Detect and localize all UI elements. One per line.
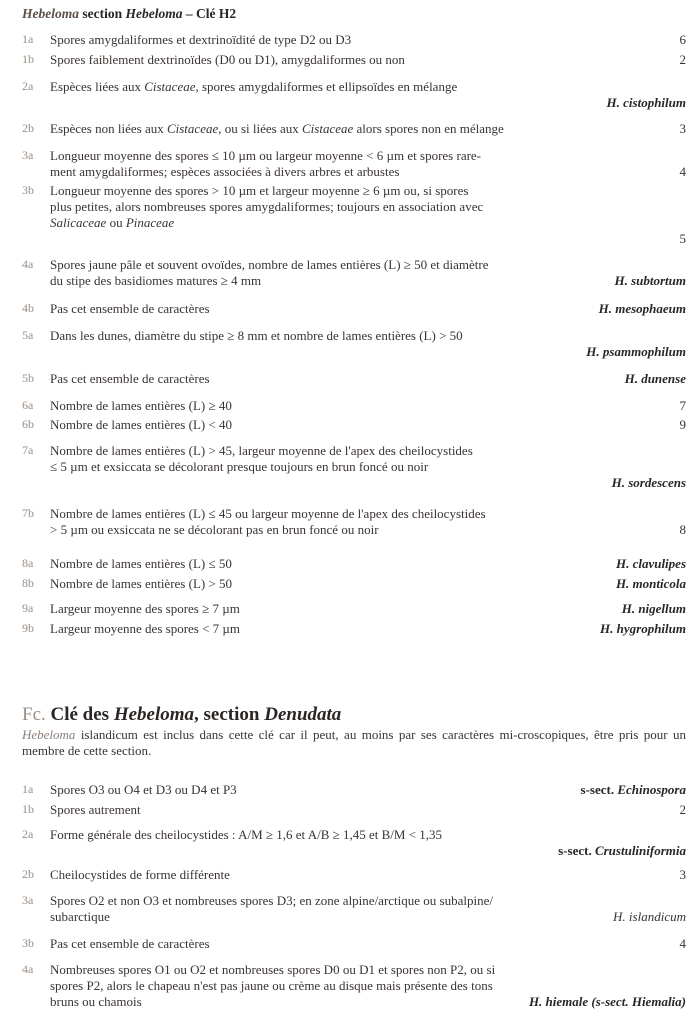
- title-mid: section: [79, 6, 126, 21]
- couplet-text: Espèces non liées aux Cistaceae, ou si liées aux Cistaceae alors spores non en mélange: [50, 121, 504, 136]
- couplet-text: Nombre de lames entières (L) ≤ 45 ou largeur moyenne de l'apex des cheilocystides > 5 µm ou exsiccata ne se décolorant pas en brun foncé ou noir: [50, 506, 486, 537]
- couplet-text: Largeur moyenne des spores < 7 µm: [50, 621, 241, 636]
- fc-intro: [22, 727, 686, 759]
- couplet-text: Cheilocystides de forme différente: [50, 867, 230, 882]
- couplet-lead: H. hiemale (s-sect. Hiemalia): [528, 994, 686, 1009]
- couplet-number: 3b: [22, 183, 34, 197]
- couplet-text: Spores O2 et non O3 et nombreuses spores D3; en zone alpine/arctique ou subalpine/ subarctique: [50, 893, 493, 924]
- couplet-text: Spores O3 ou O4 et D3 ou D4 et P3: [50, 782, 237, 797]
- couplet-number: 8a: [22, 556, 34, 570]
- couplet-text: Longueur moyenne des spores > 10 µm et largeur moyenne ≥ 6 µm ou, si spores plus petites, alors nombreuses spores amygdaliformes; toujours en association avec Salicaceae ou Pinaceae: [50, 183, 484, 230]
- couplet-lead: H. clavulipes: [615, 556, 686, 571]
- couplet-text: Largeur moyenne des spores ≥ 7 µm: [50, 601, 240, 616]
- couplet-number: 2a: [22, 79, 34, 93]
- couplet-number: 9a: [22, 601, 34, 615]
- couplet-lead: H. psammophilum: [586, 344, 686, 359]
- fc-section: Denudata: [264, 704, 342, 725]
- couplet-lead: 7: [679, 398, 686, 413]
- couplet-number: 4b: [22, 301, 34, 315]
- couplet-lead: H. monticola: [615, 576, 686, 591]
- couplet-text: Spores jaune pâle et souvent ovoïdes, nombre de lames entières (L) ≥ 50 et diamètre du stipe des basidiomes matures ≥ 4 mm: [50, 257, 489, 288]
- couplet-lead: 2: [679, 52, 686, 67]
- couplet-lead: H. islandicum: [613, 909, 686, 924]
- couplet-lead: H. dunense: [624, 371, 686, 386]
- couplet-text: Dans les dunes, diamètre du stipe ≥ 8 mm et nombre de lames entières (L) > 50: [50, 328, 463, 343]
- couplet-text: Spores autrement: [50, 802, 141, 817]
- couplet-lead: 5: [679, 231, 686, 246]
- couplet-lead: H. subtortum: [614, 273, 686, 288]
- couplet-lead: 3: [679, 121, 686, 136]
- couplet-text: Espèces liées aux Cistaceae, spores amygdaliformes et ellipsoïdes en mélange: [50, 79, 458, 94]
- couplet-text: Nombre de lames entières (L) > 50: [50, 576, 233, 591]
- couplet-text: Pas cet ensemble de caractères: [50, 371, 210, 386]
- couplet-text: Pas cet ensemble de caractères: [50, 301, 210, 316]
- key-fc-title: [22, 704, 341, 726]
- couplet-number: 7b: [22, 506, 34, 520]
- key-h2-title: [22, 6, 236, 22]
- couplet-lead: H. nigellum: [621, 601, 686, 616]
- couplet-number: 1b: [22, 802, 34, 816]
- title-section: Hebeloma: [125, 6, 183, 21]
- title-genus: Hebeloma: [22, 6, 79, 21]
- couplet-text: Nombre de lames entières (L) ≤ 50: [50, 556, 232, 571]
- couplet-lead: H. sordescens: [611, 475, 686, 490]
- couplet-lead: s-sect. Crustuliniformia: [558, 843, 686, 858]
- couplet-text: Nombreuses spores O1 ou O2 et nombreuses spores D0 ou D1 et spores non P2, ou si spores P2, alors le chapeau n'est pas jaune ou crème au disque mais présente des tons bruns ou chamois: [50, 962, 496, 1009]
- couplet-number: 2a: [22, 827, 34, 841]
- couplet-text: Pas cet ensemble de caractères: [50, 936, 210, 951]
- couplet-lead: 3: [679, 867, 686, 882]
- couplet-text: Forme générale des cheilocystides : A/M ≥ 1,6 et A/B ≥ 1,45 et B/M < 1,35: [50, 827, 443, 842]
- couplet-text: Nombre de lames entières (L) ≥ 40: [50, 398, 232, 413]
- title-rest: – Clé H2: [182, 6, 237, 21]
- couplet-number: 3a: [22, 148, 34, 162]
- fc-label: Fc.: [22, 704, 46, 725]
- fc-intro-genus: Hebeloma: [22, 727, 76, 742]
- fc-b1: Clé des: [45, 704, 114, 725]
- couplet-number: 6a: [22, 398, 34, 412]
- couplet-lead: s-sect. Echinospora: [580, 782, 686, 797]
- couplet-number: 3a: [22, 893, 34, 907]
- couplet-lead: H. hygrophilum: [600, 621, 686, 636]
- couplet-lead: 9: [679, 417, 686, 432]
- couplet-number: 4a: [22, 962, 34, 976]
- couplet-lead: 6: [679, 32, 686, 47]
- couplet-number: 2b: [22, 867, 34, 881]
- couplet-lead: 8: [679, 522, 686, 537]
- couplet-text: Spores faiblement dextrinoïdes (D0 ou D1), amygdaliformes ou non: [50, 52, 405, 67]
- couplet-number: 9b: [22, 621, 34, 635]
- couplet-lead: 2: [679, 802, 686, 817]
- couplet-text: Spores amygdaliformes et dextrinoïdité de type D2 ou D3: [50, 32, 352, 47]
- couplet-number: 8b: [22, 576, 34, 590]
- couplet-text: Nombre de lames entières (L) > 45, largeur moyenne de l'apex des cheilocystides ≤ 5 µm et exsiccata se décolorant presque toujours en brun foncé ou noir: [50, 443, 473, 474]
- couplet-number: 1b: [22, 52, 34, 66]
- couplet-text: Longueur moyenne des spores ≤ 10 µm ou largeur moyenne < 6 µm et spores rare- ment amygdaliformes; espèces associées à divers arbres et arbustes: [50, 148, 482, 179]
- couplet-number: 2b: [22, 121, 34, 135]
- couplet-lead: 4: [679, 164, 686, 179]
- couplet-number: 1a: [22, 782, 34, 796]
- couplet-number: 7a: [22, 443, 34, 457]
- fc-genus: Hebeloma: [113, 704, 195, 725]
- couplet-number: 4a: [22, 257, 34, 271]
- fc-intro-text: islandicum est inclus dans cette clé car il peut, au moins par ses caractères mi-croscopiques, être pris pour un membre de cette section.: [22, 727, 686, 758]
- couplet-text: Nombre de lames entières (L) < 40: [50, 417, 233, 432]
- couplet-number: 5a: [22, 328, 34, 342]
- couplet-number: 3b: [22, 936, 34, 950]
- couplet-number: 1a: [22, 32, 34, 46]
- couplet-lead: H. cistophilum: [606, 95, 686, 110]
- couplet-number: 6b: [22, 417, 34, 431]
- couplet-number: 5b: [22, 371, 34, 385]
- couplet-lead: H. mesophaeum: [598, 301, 686, 316]
- fc-b2: , section: [194, 704, 265, 725]
- couplet-lead: 4: [679, 936, 686, 951]
